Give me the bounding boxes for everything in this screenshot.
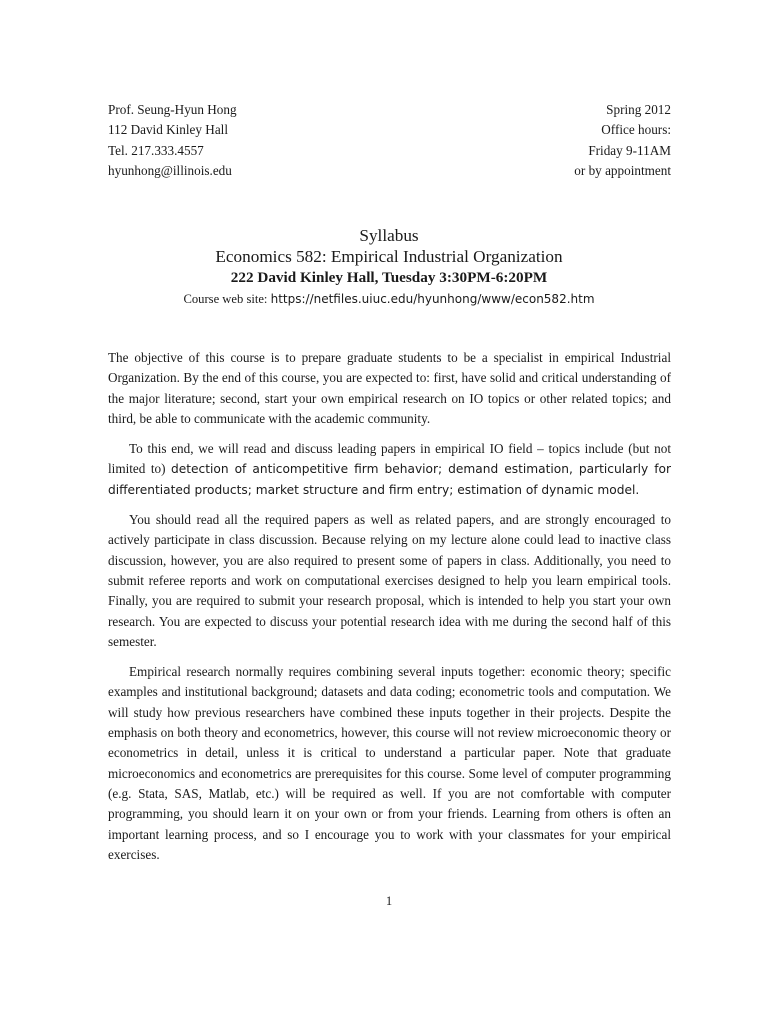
paragraph-objective: The objective of this course is to prepare graduate students to be a specialist in empirical Industrial Organization. By the end of this course, you are expected to: first, have solid and critical understanding of the major literature; second, start your own empirical research on IO topics or other related topics; and third, be able to communicate with the academic community.	[108, 350, 671, 426]
body-text	[108, 348, 671, 875]
instructor-phone: Tel. 217.333.4557	[108, 142, 204, 158]
topics-intro: To this end, we will read and discuss leading papers in empirical IO field – topics include (but not limited to)	[108, 441, 671, 477]
office-hours-label: Office hours:	[601, 122, 671, 138]
instructor-office: 112 David Kinley Hall	[108, 122, 229, 138]
paragraph-empirical-research: Empirical research normally requires combining several inputs together: economic theory; specific examples and institutional background; datasets and data coding; econometric tools and computation. We will study how previous researchers have combined these inputs together in their projects. Despite the emphasis on both theory and econometrics, however, this course will not review microeconomic theory or econometrics in detail, unless it is critical to understand a particular paper. Note that graduate microeconomics and econometrics are prerequisites for this course. Some level of computer programming (e.g. Stata, SAS, Matlab, etc.) will be required as well. If you are not comfortable with computer programming, you should learn it on your own or from your friends. Learning from others is often an important learning process, and so I encourage you to work with your classmates for your empirical exercises.	[108, 664, 671, 862]
course-web	[0, 288, 768, 310]
paragraph-topics	[108, 439, 671, 500]
course-location: 222 David Kinley Hall, Tuesday 3:30PM-6:20PM	[230, 269, 548, 286]
web-label: Course web site:	[183, 292, 268, 306]
paragraph-requirements: You should read all the required papers as well as related papers, and are strongly encouraged to actively participate in class discussion. Because relying on my lecture alone could lead to inactive class discussion, however, you are also required to present some of papers in class. Additionally, you need to submit referee reports and work on computational exercises designed to help you learn empirical tools. Finally, you are required to submit your research proposal, which is intended to help you start your own research. You are expected to discuss your potential research idea with me during the second half of this semester.	[108, 512, 671, 649]
term: Spring 2012	[606, 102, 671, 117]
term-info	[574, 100, 671, 181]
office-hours-note: or by appointment	[574, 162, 671, 178]
page-number: 1	[385, 894, 393, 908]
office-hours-time: Friday 9-11AM	[588, 142, 671, 158]
course-title: Economics 582: Empirical Industrial Organization	[215, 247, 563, 266]
topics-list: detection of anticompetitive firm behavior; demand estimation, particularly for differentiated products; market structure and firm entry; estimation of dynamic model.	[108, 462, 671, 497]
instructor-email: hyunhong@illinois.edu	[108, 162, 232, 178]
instructor-info	[108, 100, 237, 181]
title-block	[0, 226, 768, 310]
web-url-link[interactable]: https://netfiles.uiuc.edu/hyunhong/www/econ582.htm	[270, 292, 595, 306]
instructor-name: Prof. Seung-Hyun Hong	[108, 102, 237, 117]
doc-title: Syllabus	[359, 226, 419, 245]
